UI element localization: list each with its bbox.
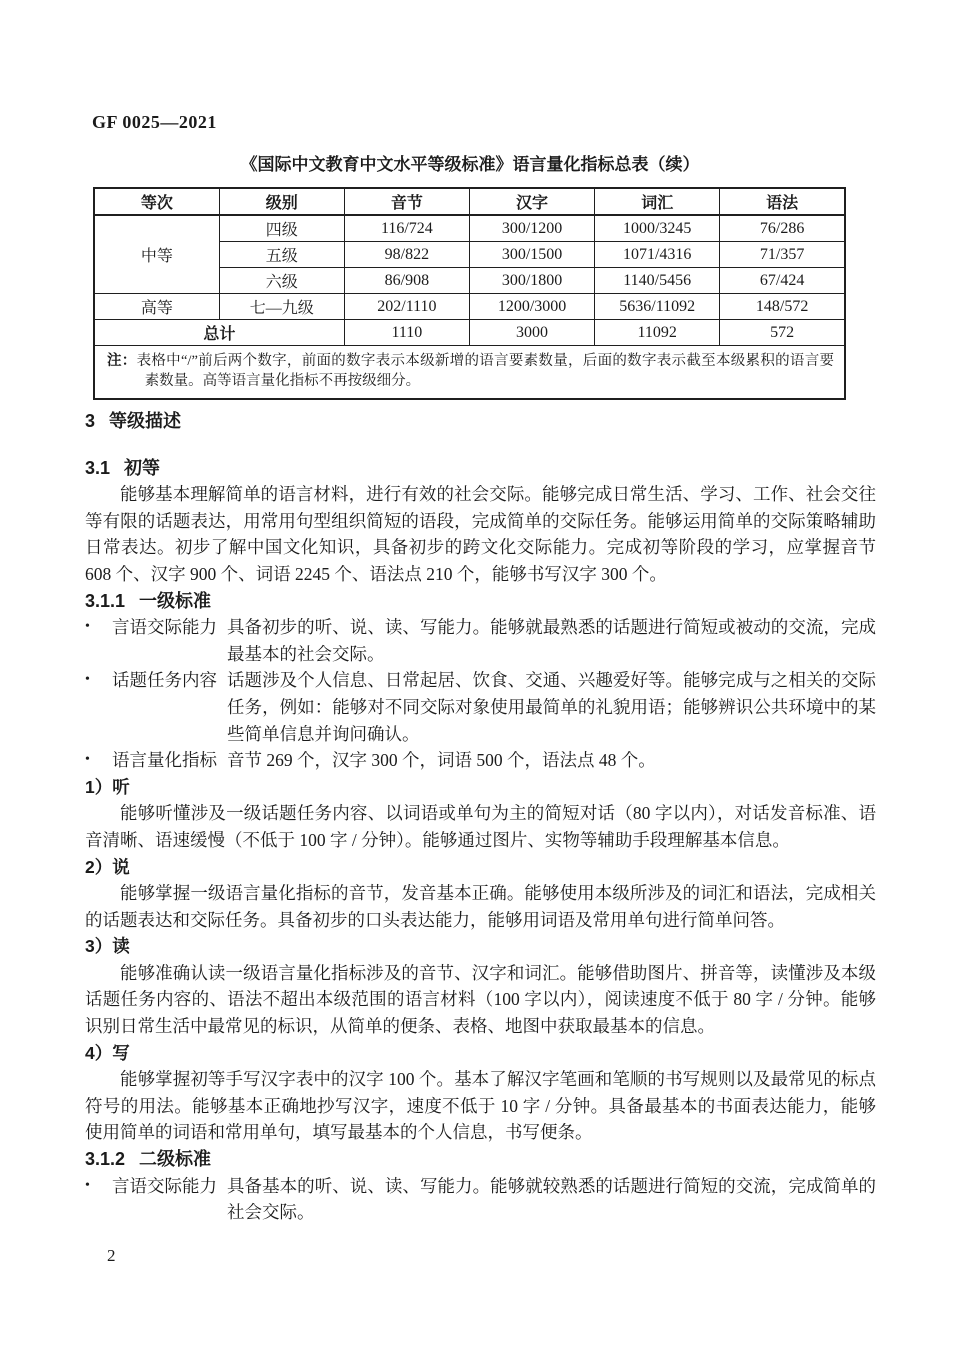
- table-column-header: 汉字: [469, 188, 594, 215]
- bullet-description: 具备基本的听、说、读、写能力。能够就较熟悉的话题进行简短的交流，完成简单的社会交际。: [227, 1175, 876, 1223]
- bullet-item: [85, 1173, 876, 1226]
- section-title: 初等: [124, 457, 161, 478]
- section-number: 3: [85, 411, 96, 431]
- table-cell: 1140/5456: [595, 268, 720, 294]
- bullet-item: [85, 747, 876, 774]
- table-note-label: 注：: [107, 353, 137, 369]
- table-cell: 六级: [219, 268, 344, 294]
- table-cell: 148/572: [720, 294, 845, 320]
- table-row: [94, 294, 845, 320]
- table-cell: 四级: [219, 215, 344, 242]
- bullet-item: [85, 614, 876, 667]
- section-number: 3.1: [85, 457, 111, 478]
- table-note-text: [107, 351, 834, 391]
- section-heading: [85, 1146, 876, 1173]
- table-cell: 202/1110: [344, 294, 469, 320]
- table-note: [94, 346, 845, 400]
- document-body: [85, 408, 876, 1226]
- bullet-description: 话题涉及个人信息、日常起居、饮食、交通、兴趣爱好等。能够完成与之相关的交际任务，例如：能够对不同交际对象使用最简单的礼貌用语；能够辨识公共环境中的某些简单信息并询问确认。: [227, 670, 876, 744]
- page-number: 2: [107, 1246, 116, 1265]
- table-header: [94, 188, 845, 215]
- section-heading: [85, 588, 876, 615]
- bullet-item: [85, 667, 876, 747]
- section-number: 3.1.1: [85, 590, 126, 611]
- bullet-description: 具备初步的听、说、读、写能力。能够就最熟悉的话题进行简短或被动的交流，完成最基本的社会交际。: [227, 617, 876, 664]
- table-column-header: 语法: [720, 188, 845, 215]
- table-cell: 98/822: [344, 242, 469, 268]
- paragraph: 能够准确认读一级语言量化指标涉及的音节、汉字和词汇。能够借助图片、拼音等，读懂涉及本级话题任务内容的、语法不超出本级范围的语言材料（100 字以内），阅读速度不低于 80 字 / 分钟。能够识别日常生活中最常见的标识，从简单的便条、表格、地图中获取最基本的信息。: [85, 962, 876, 1037]
- table-cell: 3000: [469, 320, 594, 346]
- table-cell: 300/1800: [469, 268, 594, 294]
- table-column-header: 音节: [344, 188, 469, 215]
- table-column-header: 级别: [219, 188, 344, 215]
- table-cell: 116/724: [344, 215, 469, 242]
- table-body: [94, 215, 845, 399]
- table-column-header: 等次: [94, 188, 219, 215]
- table-cell: 572: [720, 320, 845, 346]
- paragraph: 能够掌握一级语言量化指标的音节，发音基本正确。能够使用本级所涉及的词汇和语法，完成相关的话题表达和交际任务。具备初步的口头表达能力，能够用词语及常用单句进行简单问答。: [85, 883, 876, 930]
- table-note-row: [94, 346, 845, 400]
- item-heading: 3）读: [85, 936, 130, 957]
- table-cell: 71/357: [720, 242, 845, 268]
- table-header-row: [94, 188, 845, 215]
- table-cell: 1200/3000: [469, 294, 594, 320]
- table-title: 《国际中文教育中文水平等级标准》语言量化指标总表（续）: [240, 155, 700, 174]
- bullet-icon: •: [85, 619, 90, 635]
- section-number: 3.1.2: [85, 1149, 126, 1170]
- paragraph: 能够基本理解简单的语言材料，进行有效的社会交际。能够完成日常生活、学习、工作、社会交往等有限的话题表达，用常用句型组织简短的语段，完成简单的交际任务。能够运用简单的交际策略辅助日常表达。初步了解中国文化知识，具备初步的跨文化交际能力。完成初等阶段的学习，应掌握音节 608 个、汉字 900 个、词语 2245 个、语法点 210 个，能够书写汉字 300 个。: [85, 484, 876, 584]
- paragraph: 能够掌握初等手写汉字表中的汉字 100 个。基本了解汉字笔画和笔顺的书写规则以及最常见的标点符号的用法。能够基本正确地抄写汉字，速度不低于 10 字 / 分钟。具备最基本的书面表达能力，能够使用简单的词语和常用单句，填写最基本的个人信息，书写便条。: [85, 1069, 876, 1143]
- section-heading: [85, 408, 876, 435]
- doc-code: GF 0025—2021: [92, 112, 217, 132]
- item-heading: 4）写: [85, 1042, 130, 1063]
- bullet-term: 语言量化指标: [112, 750, 217, 771]
- table-cell: 七—九级: [219, 294, 344, 320]
- table-cell: 67/424: [720, 268, 845, 294]
- bullet-term: 话题任务内容: [112, 670, 217, 691]
- table-cell: 11092: [595, 320, 720, 346]
- table-cell: 1110: [344, 320, 469, 346]
- table-cell: 86/908: [344, 268, 469, 294]
- bullet-icon: •: [85, 752, 90, 768]
- bullet-term: 言语交际能力: [112, 1175, 217, 1196]
- table-note-body: 表格中“/”前后两个数字，前面的数字表示本级新增的语言要素数量，后面的数字表示截至本级累积的语言要素数量。高等语言量化指标不再按级细分。: [136, 353, 834, 389]
- item-heading: 2）说: [85, 856, 130, 877]
- bullet-term: 言语交际能力: [112, 617, 217, 638]
- section-title: 一级标准: [139, 590, 212, 611]
- table-cell: 300/1500: [469, 242, 594, 268]
- table-cell: 300/1200: [469, 215, 594, 242]
- section-heading: [85, 455, 876, 482]
- table-cell: 五级: [219, 242, 344, 268]
- bullet-description: 音节 269 个，汉字 300 个，词语 500 个，语法点 48 个。: [227, 750, 656, 771]
- table-cell: 中等: [94, 215, 219, 294]
- item-heading: 1）听: [85, 776, 130, 797]
- section-title: 二级标准: [139, 1149, 212, 1170]
- table-cell: 高等: [94, 294, 219, 320]
- table-cell: 76/286: [720, 215, 845, 242]
- table-cell: 总计: [94, 320, 344, 346]
- paragraph: 能够听懂涉及一级话题任务内容、以词语或单句为主的简短对话（80 字以内），对话发音标准、语音清晰、语速缓慢（不低于 100 字 / 分钟）。能够通过图片、实物等辅助手段理解基本信息。: [85, 803, 876, 850]
- table-cell: 1071/4316: [595, 242, 720, 268]
- table-row: [94, 320, 845, 346]
- indicators-table: [93, 187, 846, 400]
- section-title: 等级描述: [109, 411, 182, 431]
- table-column-header: 词汇: [595, 188, 720, 215]
- bullet-icon: •: [85, 1177, 90, 1193]
- bullet-icon: •: [85, 672, 90, 688]
- table-cell: 1000/3245: [595, 215, 720, 242]
- table-cell: 5636/11092: [595, 294, 720, 320]
- table-row: [94, 215, 845, 242]
